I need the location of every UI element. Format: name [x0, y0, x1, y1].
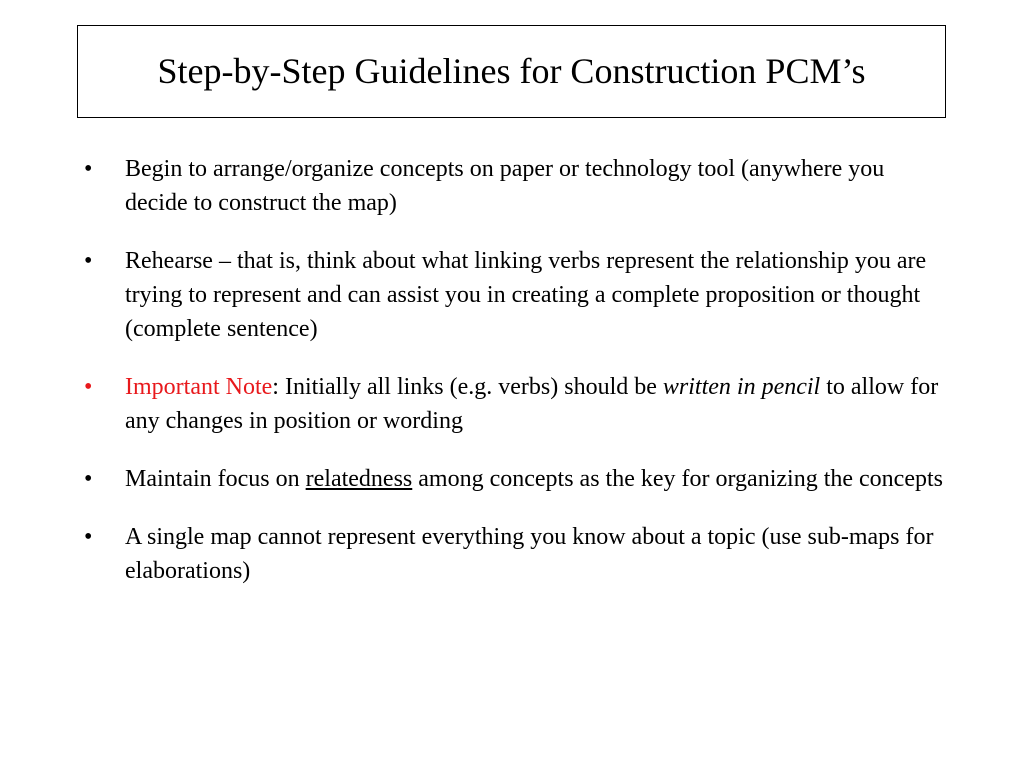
slide-title: Step-by-Step Guidelines for Construction PCM’s — [157, 50, 866, 91]
bullet-text: Rehearse – that is, think about what linking verbs represent the relationship you are trying to represent and can assist you in creating a complete proposition or thought (complete sentence) — [125, 248, 927, 342]
bullet-item — [84, 520, 944, 588]
underlined-text: relatedness — [305, 466, 413, 492]
bullet-marker: • — [84, 466, 93, 492]
bullet-item — [84, 152, 944, 220]
bullet-marker: • — [84, 156, 93, 182]
important-note-label: Important Note — [125, 374, 273, 400]
bullet-text: to allow for any changes in position or wording — [125, 374, 939, 434]
emphasis-text: written in pencil — [662, 374, 821, 400]
bullet-text: A single map cannot represent everything you know about a topic (use sub-maps for elaborations) — [125, 524, 934, 584]
bullet-text: : Initially all links (e.g. verbs) should be — [272, 374, 663, 400]
bullet-marker: • — [84, 524, 93, 550]
bullet-marker: • — [84, 248, 93, 274]
bullet-text: Maintain focus on — [125, 466, 306, 492]
bullet-text: among concepts as the key for organizing the concepts — [412, 466, 943, 492]
title-box — [77, 25, 946, 118]
bullet-text: Begin to arrange/organize concepts on paper or technology tool (anywhere you decide to construct the map) — [125, 156, 885, 216]
bullet-item-important — [84, 370, 944, 438]
bullet-item — [84, 462, 944, 496]
bullet-marker: • — [84, 374, 93, 400]
bullet-item — [84, 244, 944, 346]
bullet-list — [84, 152, 944, 612]
